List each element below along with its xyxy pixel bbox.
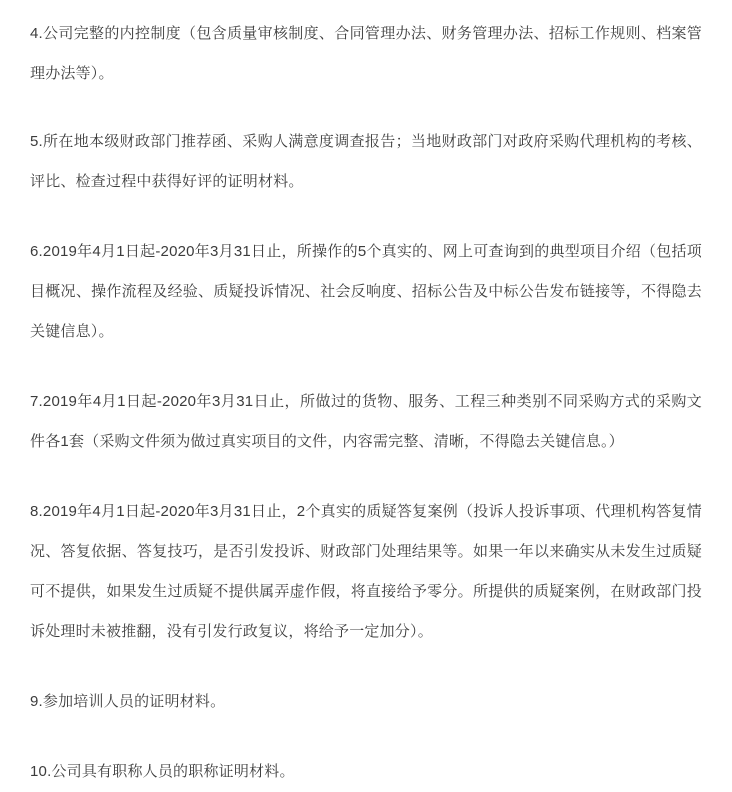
paragraph-9: 9.参加培训人员的证明材料。	[30, 693, 226, 710]
paragraph-6: 6.2019年4月1日起-2020年3月31日止，所操作的5个真实的、网上可查询到的典型项目介绍（包括项目概况、操作流程及经验、质疑投诉情况、社会反响度、招标公告及中标公告发布链接等，不得隐去关键信息）。	[30, 243, 702, 340]
paragraph-spacer	[30, 462, 702, 492]
paragraph-spacer	[30, 94, 702, 122]
paragraph-spacer	[30, 652, 702, 682]
paragraph-7: 7.2019年4月1日起-2020年3月31日止，所做过的货物、服务、工程三种类别不同采购方式的采购文件各1套（采购文件须为做过真实项目的文件，内容需完整、清晰，不得隐去关键信息。）	[30, 393, 702, 450]
paragraph-spacer	[30, 202, 702, 232]
paragraph-spacer	[30, 352, 702, 382]
paragraph-10: 10.公司具有职称人员的职称证明材料。	[30, 763, 295, 780]
paragraph-4: 4.公司完整的内控制度（包含质量审核制度、合同管理办法、财务管理办法、招标工作规则、档案管理办法等）。	[30, 25, 702, 82]
paragraph-5: 5.所在地本级财政部门推荐函、采购人满意度调查报告；当地财政部门对政府采购代理机构的考核、评比、检查过程中获得好评的证明材料。	[30, 133, 702, 190]
paragraph-8: 8.2019年4月1日起-2020年3月31日止，2个真实的质疑答复案例（投诉人投诉事项、代理机构答复情况、答复依据、答复技巧，是否引发投诉、财政部门处理结果等。如果一年以来确实从未发生过质疑可不提供，如果发生过质疑不提供属弄虚作假，将直接给予零分。所提供的质疑案例，在财政部门投诉处理时未被推翻，没有引发行政复议，将给予一定加分）。	[30, 503, 702, 640]
